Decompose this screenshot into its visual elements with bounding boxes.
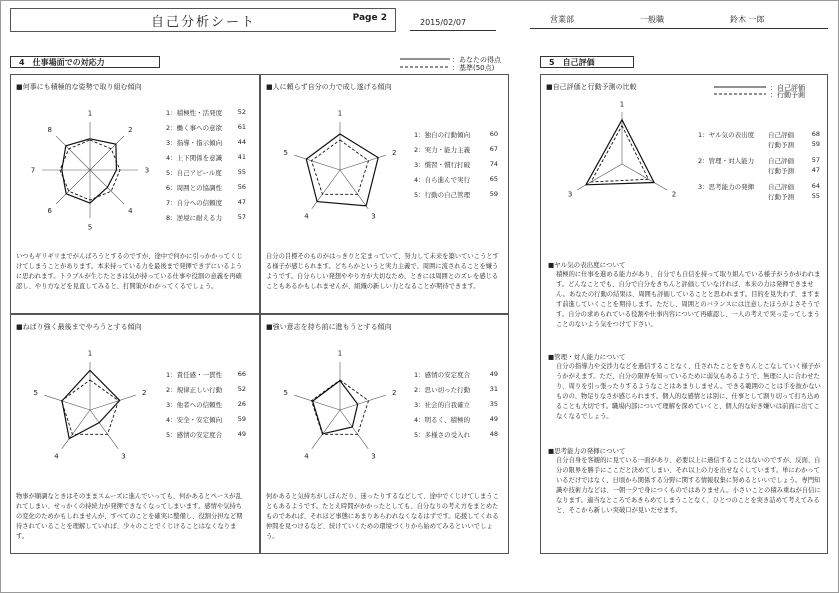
item-label: 7：自分への信頼度 [166,199,223,207]
list-item [414,385,498,400]
item-label: 8：逆境に耐える力 [166,214,223,222]
job-position: 一般職 [640,15,664,24]
list-item: 2：管理・対人能力 自己評価 57 [698,156,820,165]
items-independent [414,130,498,205]
radar-chart-self-evaluation [567,100,677,206]
radar-chart-persistence [30,350,150,470]
motivation-block [548,260,822,330]
radar-axis-label: 3 [144,166,150,175]
radar-axis-label: 3 [371,212,376,221]
item-value: 48 [489,430,498,438]
management-block [548,352,822,422]
item-value: 61 [237,123,246,131]
legend-self: ：あなたの得点 [452,56,501,64]
item-label: 1：積極性・活発度 [166,109,223,117]
radar-axis-label: 4 [304,452,309,461]
item-value: 67 [489,145,498,153]
item-value: 65 [489,175,498,183]
item-value: 74 [489,160,498,168]
item-value: 59 [489,190,498,198]
list-item [414,130,498,145]
items-proactive [166,108,246,228]
legend-prediction: ：行動予測 [770,91,805,99]
panel-title: ■人に頼らず自分の力で成し遂げる傾向 [266,83,392,91]
radar-axis [622,164,667,190]
item-label: 5：多様さの受入れ [414,431,471,439]
item-label: 3：社会的自我確立 [414,401,471,409]
items-willpower [414,370,498,445]
radar-axis-label: 1 [87,109,93,118]
item-label: 2：実力・能力主義 [414,146,471,154]
radar-axis-label: 5 [283,148,289,157]
item-label: 1：独自の行動傾向 [414,131,471,139]
item-value: 41 [237,153,246,161]
item-label: 4：自ら進んで実行 [414,176,471,184]
panel-title: ■ねばり強く最後までやろうとする傾向 [16,323,142,331]
page-title: 自己分析シート [151,15,257,30]
radar-axis-label: 4 [128,206,133,215]
item-value: 26 [237,400,246,408]
panel-title: ■強い意志を持ち前に進もうとする傾向 [266,323,392,331]
item-label: 5：行動の自己管理 [414,191,471,199]
list-item [414,160,498,175]
item-value: 66 [237,370,246,378]
item-value: 56 [237,183,246,191]
item-value: 60 [489,130,498,138]
radar-axis-label: 7 [30,166,36,175]
item-value: 47 [237,198,246,206]
list-item: 3：思考能力の発揮 自己評価 64 [698,182,820,191]
item-label: 4：上下関係を意識 [166,154,223,162]
score-polygon [313,381,358,434]
radar-axis-label: 8 [47,126,52,135]
radar-axis-label: 1 [337,349,343,358]
list-item [166,108,246,123]
radar-axis-label: 6 [47,206,52,215]
section5-tag: 5 自己評価 [540,56,634,68]
item-value: 49 [489,415,498,423]
list-item [414,370,498,385]
item-label: 3：指導・指示傾向 [166,139,223,147]
radar-axis-label: 4 [54,452,59,461]
list-item [166,168,246,183]
list-item [166,123,246,138]
item-value: 52 [237,108,246,116]
radar-axis [44,395,90,410]
list-item: 行動予測 47 [768,166,820,175]
employee-name: 鈴木 一郎 [730,15,765,24]
radar-axis-label: 5 [87,223,93,232]
radar-axis-label: 1 [619,100,625,109]
radar-axis-label: 2 [391,148,397,157]
radar-axis [577,164,622,190]
list-item [166,430,246,445]
report-date: 2015/02/07 [420,18,467,27]
radar-axis-label: 5 [33,388,39,397]
page-number: Page 2 [352,13,387,23]
legend-base: ：基準(50点) [452,64,495,72]
list-item [414,400,498,415]
list-item: 行動予測 59 [768,140,820,149]
radar-axis-label: 1 [337,109,343,118]
item-label: 3：慣習・慣行打破 [414,161,471,169]
item-label: 2：働く事への意欲 [166,124,223,132]
radar-chart-proactive [30,110,150,230]
radar-axis [90,136,124,170]
radar-chart-independent [280,110,400,230]
panel-description: 物事が順調なときはそのままスムーズに進んでいっても、何かあるとペースが乱れてしまい、せっかくの持続力が発揮できなくなってしまいます。感情や気持ちの変化のためかもしれませんが、すべてのことを確実に整備し、役割分担など期待されていることを理解していれば、少々のことでくじけることはなくなります。 [16,493,243,540]
item-value: 31 [489,385,498,393]
item-label: 5：自己アピール度 [166,169,222,177]
list-item [166,400,246,415]
item-label: 5：感情の安定度合 [166,431,223,439]
item-value: 49 [489,370,498,378]
thinking-block [548,446,822,516]
radar-axis-label: 3 [567,190,573,199]
radar-axis-label: 2 [141,388,147,397]
list-item [166,183,246,198]
info-underline [530,28,828,29]
item-label: 2：思い切った行動 [414,386,471,394]
block-heading: ■ヤル気の表出度について [548,261,626,269]
block-text: 自分自身を客観的に見ている一面があり、必要以上に過信することはないのですが、反面、自分の限界を勝手にここだと決めてしまい、それ以上の力を出せなくしています。単にわかっているだけではなく、日頃から関係する分野に関する情報収集に努めるといいでしょう。専門知識や技術力などは、一朝一夕で身につくものではありません。小さいことの積み重ねが自信になります。適当なところであきらめてしまうことなく、ひとつのことを突き詰めて考えてみると、そこから新しい突破口が見いだせます。 [556,457,821,514]
radar-axis-label: 5 [283,388,289,397]
radar-axis-label: 3 [121,452,126,461]
radar-axis-label: 3 [371,452,376,461]
item-value: 44 [237,138,246,146]
score-polygon [306,134,378,206]
radar-axis [56,170,90,204]
block-heading: ■管理・対人能力について [548,353,626,361]
panel-title: ■何事にも積極的な姿勢で取り組む傾向 [16,83,142,91]
item-label: 1：感情の安定度合 [414,371,471,379]
item-label: 4：安全・安定傾向 [166,416,223,424]
radar-axis [294,155,340,170]
list-item [414,190,498,205]
block-heading: ■思考能力の発揮について [548,447,626,455]
list-item [166,370,246,385]
list-item: 1：ヤル気の表出度 自己評価 68 [698,130,820,139]
block-text: 積極的に仕事を進める能力があり、自分でも自信を持って取り組んでいる様子がうかがわれます。どんなことでも、自分で自分をきちんと評価していなければ、本来の力は発揮できません。あなたの行動の結果は、周囲も評価していることと思われます。目的を見失わず、ますます前進していくことを期待します。ただし、周囲とのバランスには注意したほうがよさそうです。自分の求められている役割や仕事内容について再確認し、一人の考えで突っ走ってしまうことのないよう気をつけて下さい。 [556,271,821,328]
item-value: 49 [237,430,246,438]
list-item: 行動予測 55 [768,192,820,201]
item-value: 55 [237,168,246,176]
item-label: 6：周囲との協調性 [166,184,223,192]
list-item [166,138,246,153]
radar-chart-willpower [280,350,400,470]
item-label: 2：規律正しい行動 [166,386,223,394]
list-item [166,198,246,213]
list-item [166,213,246,228]
panel-description: いつもギリギリまでがんばろうとするのですが、途中で何かに引っかかってくじけてしまうことがあります。本来持っている力を最後まで発揮できずにいるように思われます。トラブルが生じたときは気が持っている仕事や役割の意義を再確認し、やり方などを見直してみると、打開策がわかってくるでしょう。 [16,253,243,290]
panel-description: 自分の目標そのものがはっきりと定まっていて、努力して未来を築いていこうとする様子が感じられます。どちらかというと実力主義で、周囲に流されることを嫌うようです。自分らしい発想ややり方が大切なため、ときには周囲とのズレを感じることもあるかもしれませんが、組織の新しい力となることが期待できます。 [266,253,499,290]
radar-axis [340,395,386,410]
list-item [166,415,246,430]
radar-axis-label: 2 [671,190,677,199]
list-item [414,415,498,430]
item-label: 1：責任感・一貫性 [166,371,223,379]
panel-description: 何かあると気持ちがしぼんだり、迷ったりするなどして、途中でくじけてしまうこともあるようです。たとえ時間がかかったとしても、自分なりの考え方をまとめたものであれば、それほど事態にあまりあらわれなくなるはずです。応援してくれる仲間を見つけるなど、続けていくための環境づくりから始めてみるといいでしょう。 [266,493,499,540]
radar-axis-label: 4 [304,212,309,221]
section4-tag: 4 仕事場面での対応力 [10,56,160,68]
radar-axis-label: 1 [87,349,93,358]
list-item [166,385,246,400]
block-text: 自分の指導力や交渉力などを過信することなく、任されたことをきちんとこなしていく様子がうかがえます。ただ、自分の限界を知っているために弱気もあるようで、無理に人に合わせたり、周りを引っ張ったりするようなことはあまりしません。できる範囲のことは手を抜かないものの、物足りなさが感じられます。個人的な感情とは別に、仕事として割り切って打ち込めることも大切です。職場内部について理解を深めていくと、個人的な好き嫌いは前面に出てこなくなるでしょう。 [556,363,821,420]
item-label: 3：他者への信頼性 [166,401,223,409]
department: 営業部 [550,15,574,24]
date-underline [410,30,496,31]
radar-axis [56,136,90,170]
panel-title: ■自己評価と行動予測の比較 [546,83,637,91]
item-value: 35 [489,400,498,408]
item-value: 59 [237,415,246,423]
legend-self: ：自己評価 [770,84,805,92]
items-self-evaluation [698,130,820,202]
list-item [414,430,498,445]
radar-axis-label: 2 [391,388,397,397]
item-value: 52 [237,385,246,393]
title-box [10,8,396,32]
list-item [166,153,246,168]
item-label: 4：明るく、積極的 [414,416,471,424]
items-persistence [166,370,246,445]
item-value: 57 [237,213,246,221]
list-item [414,145,498,160]
radar-axis-label: 2 [128,126,133,135]
list-item [414,175,498,190]
